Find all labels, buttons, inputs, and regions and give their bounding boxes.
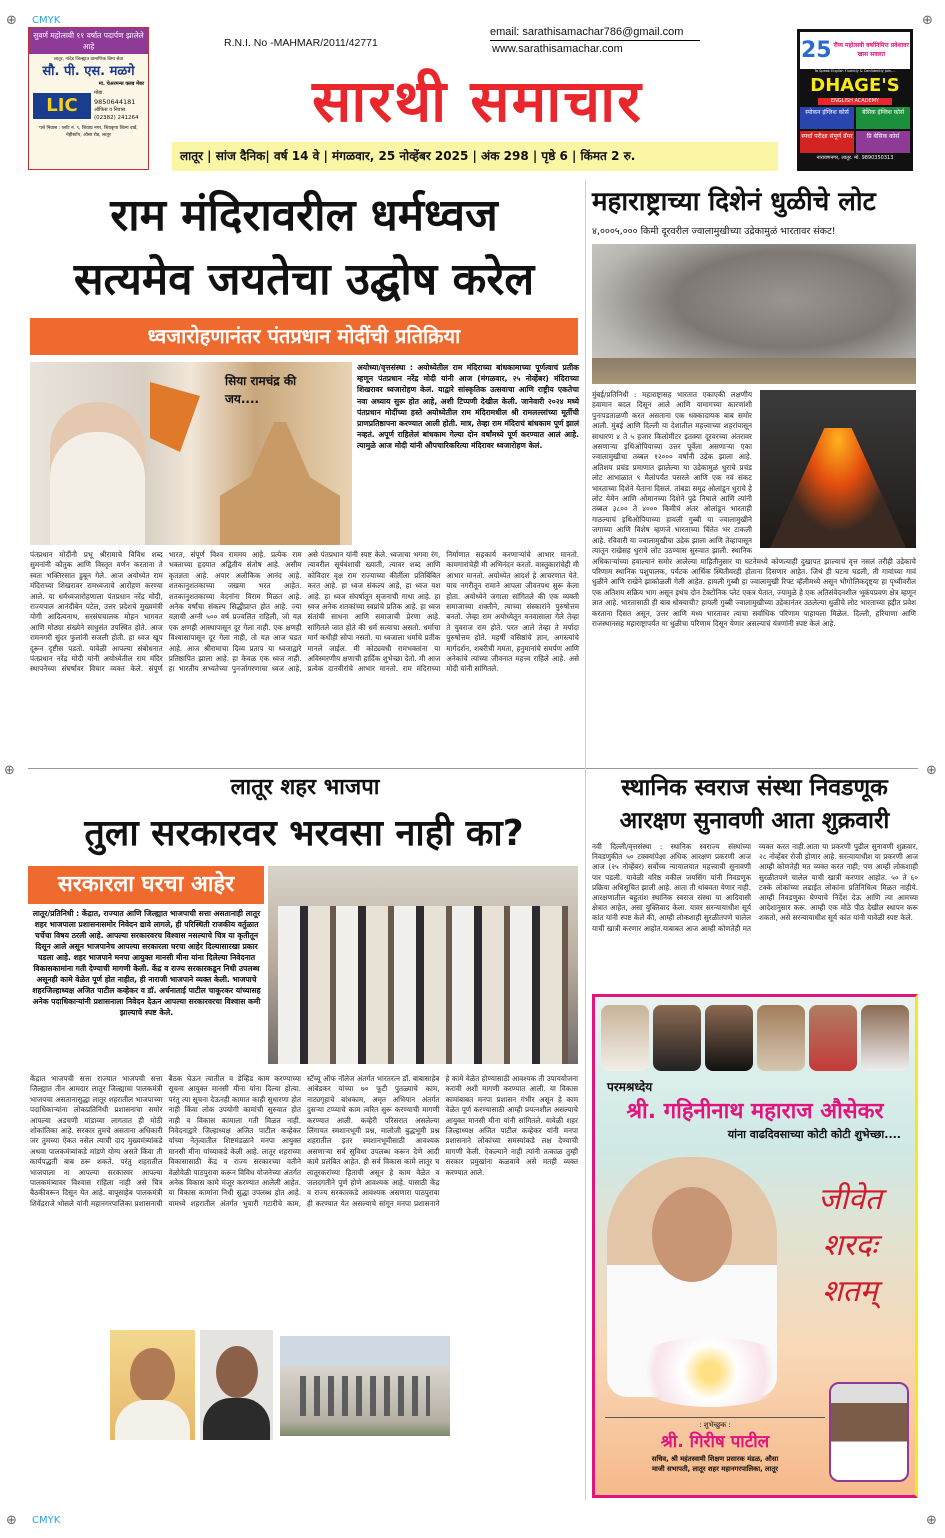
dhages-academy-ad	[797, 29, 913, 171]
registration-mark-icon: ⊕	[926, 1513, 937, 1528]
sponsor-designation-1: सचिव, श्री महंतस्वामी शिक्षण प्रसारक मंडळ, औसा	[651, 1455, 779, 1463]
local-body-headline	[592, 772, 917, 838]
column-divider	[585, 180, 586, 1500]
sponsor-designation-2: माजी सभापती, लातूर शहर महानगरपालिका, लातूर	[651, 1465, 779, 1473]
rni-number: R.N.I. No -MAHMAR/2011/42771	[224, 37, 378, 49]
temple-shape	[220, 422, 340, 545]
bjp-subhead: सरकारला घरचा आहेर	[28, 866, 264, 904]
leader-photo	[757, 1005, 805, 1071]
lead-headline-line1: राम मंदिरावरील धर्मध्वज	[110, 190, 498, 241]
mobile-number: 9850644181	[94, 97, 136, 106]
person-silhouette	[50, 402, 145, 545]
course-basic-english: बेसिक इंग्लिश कोर्स	[856, 107, 910, 129]
fadnavis-photo	[110, 1330, 195, 1440]
agent-name: सौ. पी. एस. मळगे	[42, 64, 135, 79]
municipal-building-photo	[280, 1336, 450, 1436]
ash-cloud-photo	[592, 244, 916, 384]
website-link[interactable]: www.sarathisamachar.com	[492, 43, 623, 55]
bjp-intro: लातूर/प्रतिनिधी : केंद्रात, राज्यात आणि जिल्ह्यात भाजपाची सत्ता असतानाही लातूर शहर भाजपाला प्रशासनासमोर निवेदन द्यावे लागले, ही परिस्थिती राजकीय वर्तुळात चर्चेचा विषय ठरली आहे. आपल्या सरकारवरच विश्वास नसल्याचे चित्र या कृतीतून दिसून आले असून भाजपानेच आपल्या सरकारला घरचा आहेर दिल्यासारखा प्रकार घडला आहे. शहर भाजपाने मनपा आयुक्त मानसी मीना यांना दिलेल्या निवेदनात विकासकामांना गती देण्याची मागणी केली. केंद्र व राज्य सरकारकडून निधी उपलब्ध असूनही कामे वेळेत पूर्ण होत नाहीत, ही नाराजी भाजपाने व्यक्त केली. भाजपाचे शहरजिल्हाध्यक्ष अजित पाटील कव्हेकर व डॉ. अर्चनाताई पाटील चाकूरकर यांच्यासह अनेक पदाधिकाऱ्यांनी प्रशासनाला निवेदन देऊन आपल्या सरकारवरचा विश्वास कमी झाल्याचे स्पष्ट केले.	[32, 909, 261, 1017]
ad-address: पत्ते निवास : प्लॉट नं. ९, शिवाप्र नगर, शिवकृपा शिल्प वार्ड, नेहीस्टॉप, औसा रोड, लातूर	[39, 126, 138, 138]
cmyk-label: CMYK	[32, 1515, 61, 1526]
ad-line: लातूर, नांदेड जिल्ह्यात प्रामाणिक विमा सेवा	[53, 57, 124, 62]
course-spoken-english: स्पोकन इंग्लिश कोर्स	[800, 107, 854, 129]
lic-logo: LIC	[33, 93, 91, 119]
modi-ram-mandir-photo	[30, 362, 352, 545]
office-label: ऑफिस व निवास	[94, 106, 126, 113]
academy-subtitle: ENGLISH ACADEMY	[818, 98, 892, 105]
from-label: : शुभेच्छुक :	[699, 1421, 731, 1429]
lava-cone	[770, 428, 906, 548]
academy-brand: DHAGE'S	[810, 75, 900, 96]
volcano-eruption-photo	[760, 390, 916, 548]
lead-headline	[28, 184, 580, 312]
ad-small-text: To Speak English Fluently & Confidently Join....	[814, 69, 896, 73]
local-body-headline-line1: स्थानिक स्वराज संस्था निवडणूक	[621, 775, 888, 801]
cmyk-label: CMYK	[32, 15, 61, 26]
leader-photo	[601, 1005, 649, 1071]
building-windows	[300, 1376, 430, 1416]
calligraphy-wish: जीवेत शरदः शतम्	[818, 1182, 882, 1309]
lic-agent-ad	[28, 27, 149, 170]
volcano-headline: महाराष्ट्राच्या दिशेनं धुळीचे लोट	[592, 187, 876, 217]
volcano-body: मुंबई/प्रतिनिधी : महाराष्ट्रासह भारतात एकाएकी लक्षणीय हवामान बदल दिसून आले आणि यामागच्या कारणांशी पुनःपडताळणी करत असताना एक धक्कादायक बाब समोर आली. मुंबई आणि दिल्ली या देशातील महत्त्वाच्या शहरांपासून साधारण ४ ते ५ हजार किलोमीटर इतक्या दूरवरच्या अंतरावर असणाऱ्या इथिओपियाच्या उत्तर पूर्वेला असणाऱ्या एका ज्वालामुखीचा तब्बल १२००० वर्षांनी उद्रेक झाला आहे. अतिशय प्रचंड प्रमाणात झालेल्या या उद्रेकामुळं धुराचे प्रचंड लोट आभाळात ९ मैलांपर्यंत पसरले आणि एक नवं संकट भारताच्या दिशेने येताना दिसलं. तांबडा समुद्र ओलांडून धुराचे हे लोट येमेन आणि ओमानच्या दिशेने पुढे निघाले आणि त्यांनी तब्बल ३८०० ते ४००० किमीचं अंतर ओलांडून भारताही गाठल्याचं इथिओपियाच्या हायली गुब्बी या ज्वालामुखीने जगाच्या आणि विशेष म्हणजे भारताच्या चिंतेत भर टाकली आहे. रविवारी या ज्वालामुखीचा उद्रेक झाला आणि तेव्हापासून त्यातून राखेसह धुराचे लोट उठण्यास सुरुवात झाली. स्थानिक अधिकाऱ्यांच्या हवाल्यानं समोर आलेल्या माहितीनुसार या घटनेमध्ये कोणत्याही दुखापत झाल्याचं वृत्त नसलं तरीही उद्रेकाचे परिणाम स्थानिक पशुपालक, पर्यटक आर्थिक स्थितीवरही होताना दिसणार आहेत. जिथं ही घटना घडली, ती गावांच्या गावं धुळीने आणि राखेने झाकोळली गेली आहेत. हायली गुब्बी हा ज्वालामुखी रिफ्ट व्हॅलीमध्ये असून भौगोलिकदृष्ट्या हा पृथ्वीवरील एक अतिशय सक्रिय भाग असून इथंच दोन टेक्टोनिक प्लेट एकत्र येतात, ज्यामुळे हे एक अतिसंवेदनशील भूकंपप्रवण क्षेत्र म्हणून ज्ञात आहे. भारतासाठी ही बाब धोक्याची? हायली गुब्बी ज्वालामुखीच्या उद्रेकानंतर उठलेल्या धुळीचे लोट भारताच्या हद्दीत प्रवेश करताना दिसत असून, उत्तर आणि मध्य भारतावर त्याचा सर्वाधिक परिणाम पाहायला मिळेल. दिल्ली, हरियाणा आणि राजस्थानसह महाराष्ट्रापर्यंत या धुळीचा परिणाम दिसून येणार असल्याचं यंत्रणांनी स्पष्ट केलं आहे.	[592, 390, 916, 628]
sponsor-photo	[829, 1382, 909, 1482]
lead-intro: अयोध्या/वृत्तसंस्था : अयोध्येतील राम मंदिराच्या बांधकामाच्या पूर्णत्वाचं प्रतीक म्हणून पंतप्रधान नरेंद्र मोदी यांनी आज (मंगळवार, २५ नोव्हेंबर) मंदिराच्या शिखरावर ध्वजारोहण केलं. याद्वारे सांस्कृतिक उत्सवाचा आणि राष्ट्रीय एकतेचा नवा अध्याय सुरू होत आहे, अशी टिप्पणी देखील केली. जानेवारी २०२४ मध्ये पंतप्रधान मोदींच्या हस्ते अयोध्येतील राम मंदिरामधील श्री रामलल्लांच्या मूर्तीची प्राणप्रतिष्ठापना करण्यात आली होती. मात्र, तेव्हा राम मंदिराचं बांधकाम पूर्ण झालं नव्हतं. अपूर्ण राहिलेलं बांधकाम गेल्या दोन वर्षांमध्ये पूर्ण करण्यात आलं आहे. त्यामुळे आज मोदी यांनी औपचारिकरित्या मंदिरावर ध्वजारोहण केलं.	[357, 363, 579, 451]
birthday-greeting-ad	[592, 994, 918, 1498]
local-body-text: नवी दिल्ली/वृत्तसंस्था : स्थानिक स्वराज्य संस्थांच्या निवडणुकीत ५० टक्क्यांपेक्षा अधिक आरक्षण प्रकरणी आज आज (२५ नोव्हेंबर) सर्वोच्च न्यायालयात महत्त्वाची सुनावणी पार पडली. यावेळी वरिष्ठ वकील जयसिंग यांनी निवडणूक प्रक्रिया अधिसूचित झाली आहे. आता ती थांबवता येणार नाही. आरक्षणातील बहुतांश स्थानिक स्वराज संस्था या आदिवासी क्षेत्रात आहेत, असा युक्तिवाद केला. यावर सरन्यायाधीश सूर्य कांत यांनी स्पष्ट केले की, आम्ही लोकशाही सुरळीतपणे चालेल याची खात्री करणार आहोत.याबाबत आज आम्ही कोणतेही मत व्यक्त करत नाही.आता या प्रकरणी पुढील सुनावणी शुक्रवार, २८ नोव्हेंबर रोजी होणार आहे. सरन्यायाधीश या प्रकरणी आज आम्ही कोणतेही मत व्यक्त करत नाही; पण आम्ही लोकशाही सुरळीतपणे चालेल याची खात्री करणार आहोत. ५० ते ६० टक्के लोकांच्या लढाईत लोकांना प्रतिनिधित्व मिळत नाहीये. आम्ही निवडणुका घेण्याचे निर्देश देऊ आणि त्या आमच्या आदेशानुसार करू. आम्ही एक मोठे पीठ देखील स्थापन करू शकतो, असे सरन्यायाधीश सूर्य कांत यांनी यावेळी स्पष्ट केले.	[592, 842, 918, 933]
registration-mark-icon: ⊕	[922, 13, 933, 28]
leader-photo	[861, 1005, 909, 1071]
dateline: लातूर | सांज दैनिक| वर्ष 14 वे | मंगळवार, 25 नोव्हेंबर 2025 | अंक 298 | पृष्ठे 6 | किंमत 2 रु.	[172, 142, 778, 171]
honoree-name: श्री. गहिनीनाथ महाराज औसेकर	[626, 1099, 884, 1124]
face-shape	[216, 1346, 258, 1398]
flowers-decoration	[625, 1337, 795, 1407]
anniversary-badge: 25	[801, 37, 832, 63]
lead-body: पंतप्रधान मोदींनी प्रभू श्रीरामाचे विविध शब्द सुमनांनी कौतुक आणि विस्तृत वर्णन करताना ते स्वतः भक्तिरसात डुबून गेले. आज अयोध्येत राम मंदिराच्या शिखरावर रामध्वजाचे आरोहण करण्या आले. या धर्मध्वजारोहणाला पंतप्रधान नरेंद्र मोदी, राज्यपाल आनंदीबेन पटेल, उत्तर प्रदेशचे मुख्यमंत्री योगी आदित्यनाथ, सरसंघचालक मोहन भागवत आणि मोठ्या संख्येने साधुसंत उपस्थित होते. आज रामनगरी सुंदर फुलांनी सजली होती. हा ध्वज खूप दूरून दृष्टीस पडतो. यावेळी आपल्या संबोधनात पंतप्रधान नरेंद्र मोदी यांनी अयोध्येतील राम मंदिर स्थापनेच्या संघर्षावर विचार व्यक्त केले. संपूर्ण भारत, संपूर्ण विश्व राममय आहे. प्रत्येक राम भक्ताच्या हृदयात अद्वितीय संतोष आहे. असीम कृतज्ञता आहे. अपार अलौकिक आनंद आहे. शतकानुशतकाच्या जखमा भरत आहेत. शतकानुशतकाच्या वेदनांना विराम मिळत आहे. अनेक वर्षांचा संकल्प सिद्धीप्राप्त होत आहे. ज्या यज्ञाची अग्नी ५०० वर्ष प्रज्वलित राहिली, जो यज्ञ एक क्षणही आस्थापासून दूर गेला नाही. एक क्षणही विश्वासापासून दूर गेला नाही, तो यज्ञ आज घडत आहे. आज श्रीरामाचा दिव्य प्रताप या ध्वजाद्वारे प्रतिष्ठापित झाला आहे. हा केवळ एक ध्वज नाही. हा भारतीय सभ्यतेच्या पुनर्जागरणाचा ध्वज आहे, असे पंतप्रधान यांनी स्पष्ट केले. ध्वजाचा भगवा रंग, त्यावरील सूर्यवंशाची ख्याती, त्यावर शब्द आणि कोविदार वृक्ष राम राज्याच्या कीर्तीला प्रतिबिंबित करत आहे. हा ध्वज संकल्प आहे, हा ध्वज यश आहे. हा ध्वज संघर्षातून सृजनाची गाथा आहे. हा ध्वज अनेक शतकांच्या स्वप्नांचे प्रतिक आहे. हा ध्वज संतांची साधना आणि समाजाची प्रेरणा आहे. सांगितले जात होते की धर्म सत्याचा असतो. धर्माचा मार्ग कधीही सोपा नसतो. या ध्वजाला धर्माचे प्रतीक मानले जाईल. मी कोट्यवधी रामभक्तांना या अविस्मरणीय क्षणाची हार्दिक शुभेच्छा देतो. मी आज प्रत्येक दानवीरांचे आभार मानतो. राम मंदिराच्या निर्माणात सहकार्य करणाऱ्यांचे आभार मानतो. कामगारांचेही मी अभिनंदन करतो. वास्तुकारांचेही मी आभार मानतो. अयोध्येत आदर्श हे आचरणात येते. याच नगरीतून रामाने आपला जीवनपथ सुरू केला होता. अयोध्येने जगाला सांगितले की एक व्यक्ती समाजाच्या शक्तीने, त्याच्या संस्कारांने पुरुषोत्तम बनतो. जेव्हा राम अयोध्येतून वनवासाला गेले तेव्हा ते युवराज राम होते. परत आले तेव्हा ते मर्यादा पुरुषोत्तम होते. महर्षी वसिष्ठांचे ज्ञान, अगस्त्यांचे मार्गदर्शन, शबरीची ममता, हनुमानांचे समर्पण आणि अनेकांचे त्यांच्या जीवनात महत्त्व राहिले आहे. असे मोदी यांनी सांगितले.	[30, 550, 579, 674]
flag-shape	[150, 382, 200, 452]
registration-mark-icon: ⊕	[4, 763, 15, 778]
ground-strip	[592, 358, 916, 384]
lead-subhead: ध्वजारोहणानंतर पंतप्रधान मोदींची प्रतिक्रिया	[30, 318, 578, 355]
ad-banner: सुवर्ण महोत्सवी ११ वर्षात पदार्पण झालेले आहे	[29, 28, 148, 54]
masthead-title: सारथी समाचार	[312, 67, 643, 135]
birthday-wish: यांना वाढदिवसाच्या कोटी कोटी शुभेच्छा....	[727, 1128, 901, 1141]
section-divider	[28, 768, 918, 769]
ad-tagline: रौप्य महोत्सवी वर्षानिमित्त प्रवेशावर खास सवलत	[833, 42, 909, 58]
sponsor-name: श्री. गिरीष पाटील	[660, 1432, 770, 1452]
leader-photo	[705, 1005, 753, 1071]
photo-caption: सिया रामचंद्र की जय....	[225, 374, 297, 406]
phone-number: (02382) 241264	[94, 115, 139, 121]
lead-headline-line2: सत्यमेव जयतेचा उद्घोष करेल	[73, 254, 535, 305]
volcano-story	[592, 390, 916, 629]
bjp-body: केंद्रात भाजपची सत्ता राज्यात भाजपची सत्ता जिल्ह्यात तीन आमदार लातूर जिल्ह्याचा पालकमंत्री भाजपचा असतानासुद्धा लातूर शहरातील भाजपाच्या पदाधिकाऱ्यांना लोकप्रतिनिधी प्रशासनाचा समोर आपल्या अडचणी मांडाव्या लागतात ही मोठी शोकांतिका आहे. सरकार तुमचे असताना अधिकारी जर तुमच्या ऐकत नसेल त्याची दाद मुख्यमंत्र्यांकडे अथवा पालकमंत्र्यांकडे मांडणे योग्य असते किंवा ती कार्यपद्धती बाब ठरू शकते. परंतु शहरातील भाजपाला ना आपल्या सरकारवर आपल्या पालकमंत्र्यावर विश्वास राहिला नाही असे चित्र बैठकीवरून दिसून येत आहे. बापूसाहेब पालकमंत्री शिवेंद्रराजे भोसले यांनी महानगरपालिका प्रशासनाची बैठक घेऊन त्यातील व डेव्हिड काम करण्याच्या सूचना आयुक्त मानसी मीना यांना दिल्या होत्या. परंतु त्या सूचना देऊनही कामात काही सुधारणा होत नाही किंवा लोक उपयोगी कामांची सुरुवात होत नाही व विकास कामाला गती मिळत नाही. निवेदनाद्वारे जिल्हाध्यक्ष अजित पाटील कव्हेकर यांच्या नेतृत्वातील शिष्टमंडळाने मनपा आयुक्त मानसी मीना यांच्याकडे केली आहे. लातूर शहराच्या विकासासाठी केंद्र व राज्य सरकारच्या वतीने वेळोवेळी पाठपुरावा करून विविध योजनेच्या अंतर्गत अनेक विकास कामे मंजूर करण्यात आलेली आहेत. या विकास कामांना निधी सुद्धा उपलब्ध होत आहे. यामध्ये शहरातील अंतर्गत भुयारी गटारीचे काम, स्टॅच्यू ऑफ नॉलेज अंतर्गत भारतरत्न डॉ. बाबासाहेब आंबेडकर यांच्या ७० फूटी पुतळ्याचे काम, नाट्यगृहाचे बांधकाम, अमृत अभियान अंतर्गत दुसऱ्या टप्प्याचे काम त्वरित सुरू करण्याची मागणी करण्यात आली. कव्हेरी परिसरात असलेल्या लिंगायत स्मशानभूमी प्रश्न, मालोजी बुद्धभूमी प्रश्न शहरातील इतर स्मशानभूमीसाठी आवश्यक असणाऱ्या सर्व सुविधा उपलब्ध करून देणे आदी कामे प्रलंबित आहेत. ही सर्व विकास कामे लातूर च लातूरकरांच्या हिताची असून हे काम वेळेत व जलदगतीने पूर्ण होणे आवश्यक आहे. यासाठी केंद्र व राज्य सरकारकडे आवश्यक असणारा पाठपुरावा ही करण्यात येत असल्याचे सांगून मनपा प्रशासनाने हे कामे वेळेत होण्यासाठी आवश्यक ती उपाययोजना करावी अशी मागणी करण्यात आली. या विकास कामांबाबत मनपा प्रशासन गंभीर असून हे काम वेळेत पूर्ण करण्यासाठी आम्ही प्रयत्नशील असल्याचे आयुक्त मानसी मीना यांनी सांगितले. यावेळी शहर जिल्हाध्यक्ष अजित पाटील कव्हेकर यांनी मनपा प्रशासनाने लोकांच्या समस्यांकडे लक्ष देण्याची मागणी केली. ऐकल्याने नाही त्यांनी तत्काळ तुम्ही सरकार प्रमुखांना कळवावे असे मतही व्यक्त करण्यात आले.	[30, 1074, 578, 1208]
mobile-label: मोबा.	[94, 90, 105, 96]
leader-photo	[809, 1005, 857, 1071]
bjp-delegation-photo	[268, 866, 578, 1064]
greeting-prefix: परमश्रध्देय	[607, 1080, 653, 1094]
face-shape	[130, 1348, 175, 1403]
registration-mark-icon: ⊕	[926, 763, 937, 778]
registration-mark-icon: ⊕	[6, 1513, 17, 1528]
course-competitive-exam: स्पर्धा परीक्षा संपूर्ण ग्रॅमर	[800, 131, 854, 153]
ad-address: नारायणनगर, लातूर. मो. 9890350313	[816, 155, 894, 161]
local-body-headline-line2: आरक्षण सुनावणी आता शुक्रवारी	[619, 808, 890, 834]
course-pre-basic: प्रि बेसिक कोर्स	[856, 131, 910, 153]
leader-photo	[653, 1005, 701, 1071]
shoulders-shape	[115, 1400, 190, 1440]
bjp-headline: तुला सरकारवर भरवसा नाही का?	[84, 813, 524, 854]
registration-mark-icon: ⊕	[6, 13, 17, 28]
bjp-kicker: लातूर शहर भाजपा	[230, 775, 380, 800]
people-group	[278, 906, 568, 1064]
agent-title: मा. चेअरमन्स क्लब मेंबर	[98, 81, 144, 87]
face-shape	[652, 1187, 732, 1282]
minister-photo	[200, 1330, 273, 1440]
shoulders-shape	[203, 1398, 270, 1440]
email[interactable]: email: sarathisamachar786@gmail.com	[490, 25, 700, 41]
volcano-subhead: ४,०००५,००० किमी दूरवरील ज्वालामुखीच्या उद्रेकामुळं भारतावर संकट!	[592, 226, 836, 237]
